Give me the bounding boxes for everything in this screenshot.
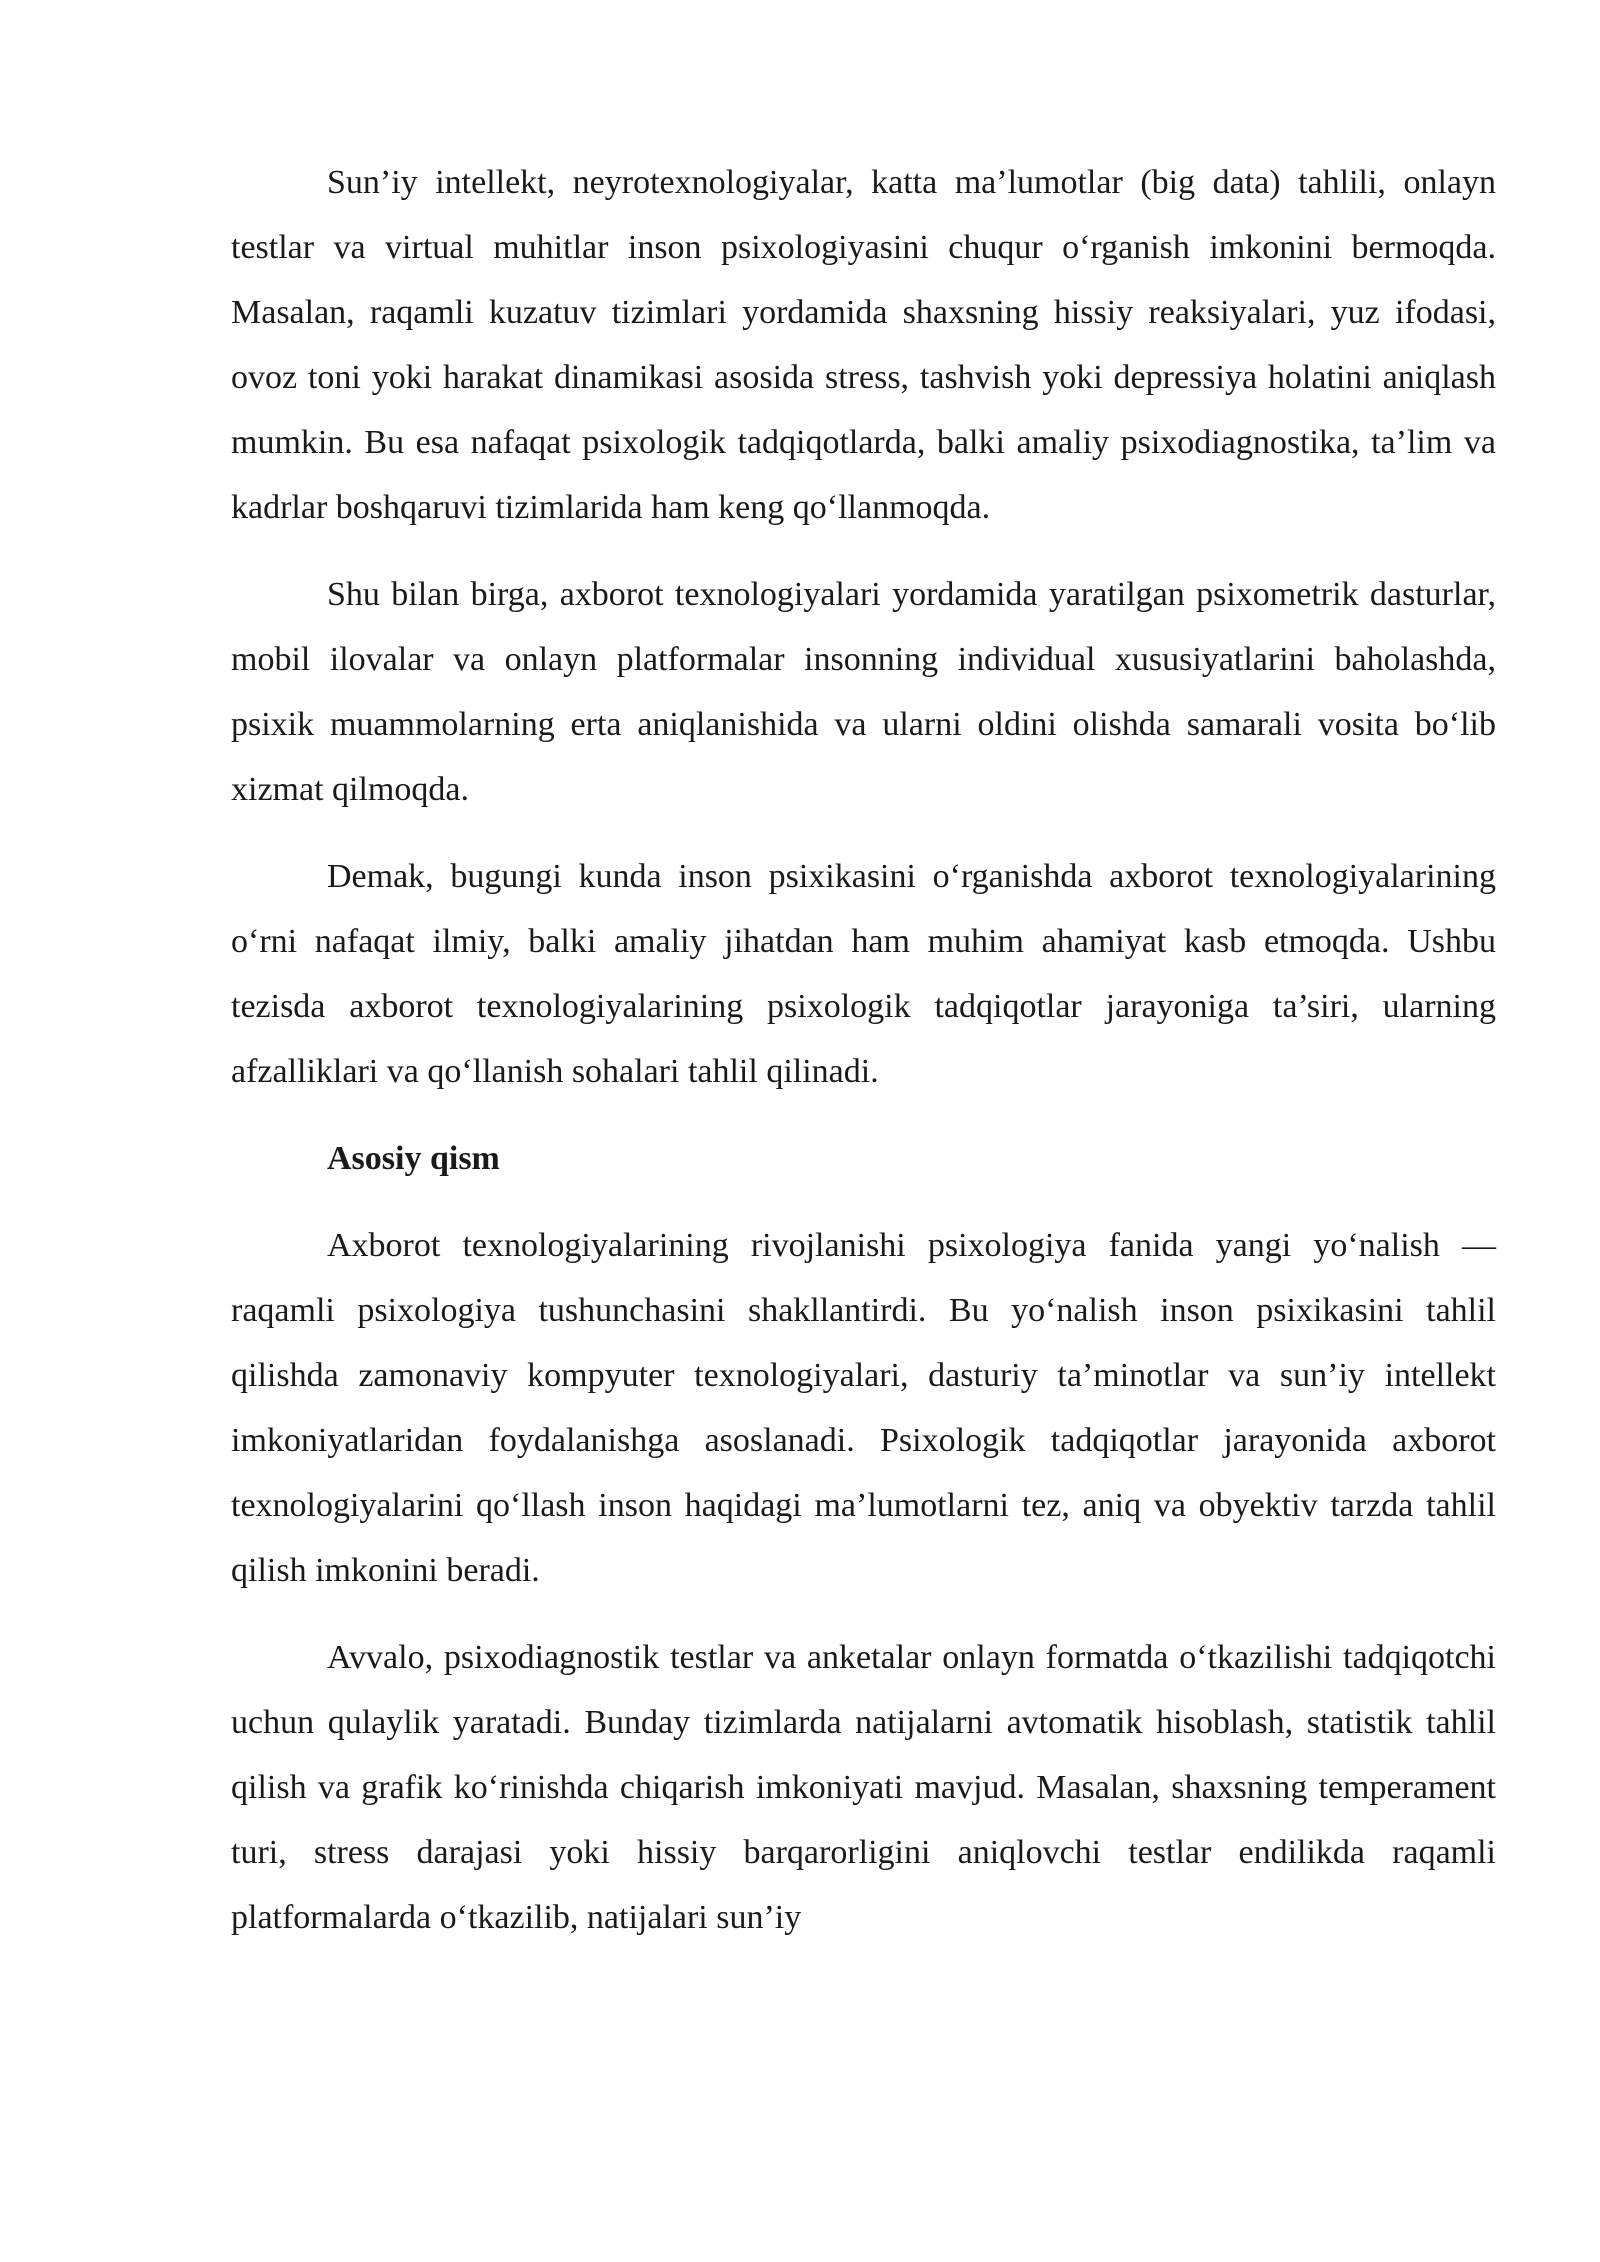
paragraph-psychometric-software: Shu bilan birga, axborot texnologiyalari yordamida yaratilgan psixometrik dasturlar, mobil ilovalar va onlayn platformalar insonning individual xususiyatlarini baholashda, psixik muammolarning erta aniqlanishida va ularni oldini olishda samarali vosita bo‘lib xizmat qilmoqda. [231, 576, 1496, 808]
document-body [231, 150, 1496, 1972]
paragraph-conclusion-intro: Demak, bugungi kunda inson psixikasini o‘rganishda axborot texnologiyalarining o‘rni nafaqat ilmiy, balki amaliy jihatdan ham muhim ahamiyat kasb etmoqda. Ushbu tezisda axborot texnologiyalarining psixologik tadqiqotlar jarayoniga ta’siri, ularning afzalliklari va qo‘llanish sohalari tahlil qilinadi. [231, 858, 1496, 1090]
paragraph-digital-psychology: Axborot texnologiyalarining rivojlanishi psixologiya fanida yangi yo‘nalish — raqamli psixologiya tushunchasini shakllantirdi. Bu yo‘nalish inson psixikasini tahlil qilishda zamonaviy kompyuter texnologiyalari, dasturiy ta’minotlar va sun’iy intellekt imkoniyatlaridan foydalanishga asoslanadi. Psixologik tadqiqotlar jarayonida axborot texnologiyalarini qo‘llash inson haqidagi ma’lumotlarni tez, aniq va obyektiv tarzda tahlil qilish imkonini beradi. [231, 1227, 1496, 1589]
section-heading: Asosiy qism [327, 1140, 500, 1177]
paragraph-ai-neurotech: Sun’iy intellekt, neyrotexnologiyalar, katta ma’lumotlar (big data) tahlili, onlayn testlar va virtual muhitlar inson psixologiyasini chuqur o‘rganish imkonini bermoqda. Masalan, raqamli kuzatuv tizimlari yordamida shaxsning hissiy reaksiyalari, yuz ifodasi, ovoz toni yoki harakat dinamikasi asosida stress, tashvish yoki depressiya holatini aniqlash mumkin. Bu esa nafaqat psixologik tadqiqotlarda, balki amaliy psixodiagnostika, ta’lim va kadrlar boshqaruvi tizimlarida ham keng qo‘llanmoqda. [231, 164, 1496, 526]
paragraph-online-tests: Avvalo, psixodiagnostik testlar va anketalar onlayn formatda o‘tkazilishi tadqiqotchi uchun qulaylik yaratadi. Bunday tizimlarda natijalarni avtomatik hisoblash, statistik tahlil qilish va grafik ko‘rinishda chiqarish imkoniyati mavjud. Masalan, shaxsning temperament turi, stress darajasi yoki hissiy barqarorligini aniqlovchi testlar endilikda raqamli platformalarda o‘tkazilib, natijalari sun’iy [231, 1639, 1496, 1936]
